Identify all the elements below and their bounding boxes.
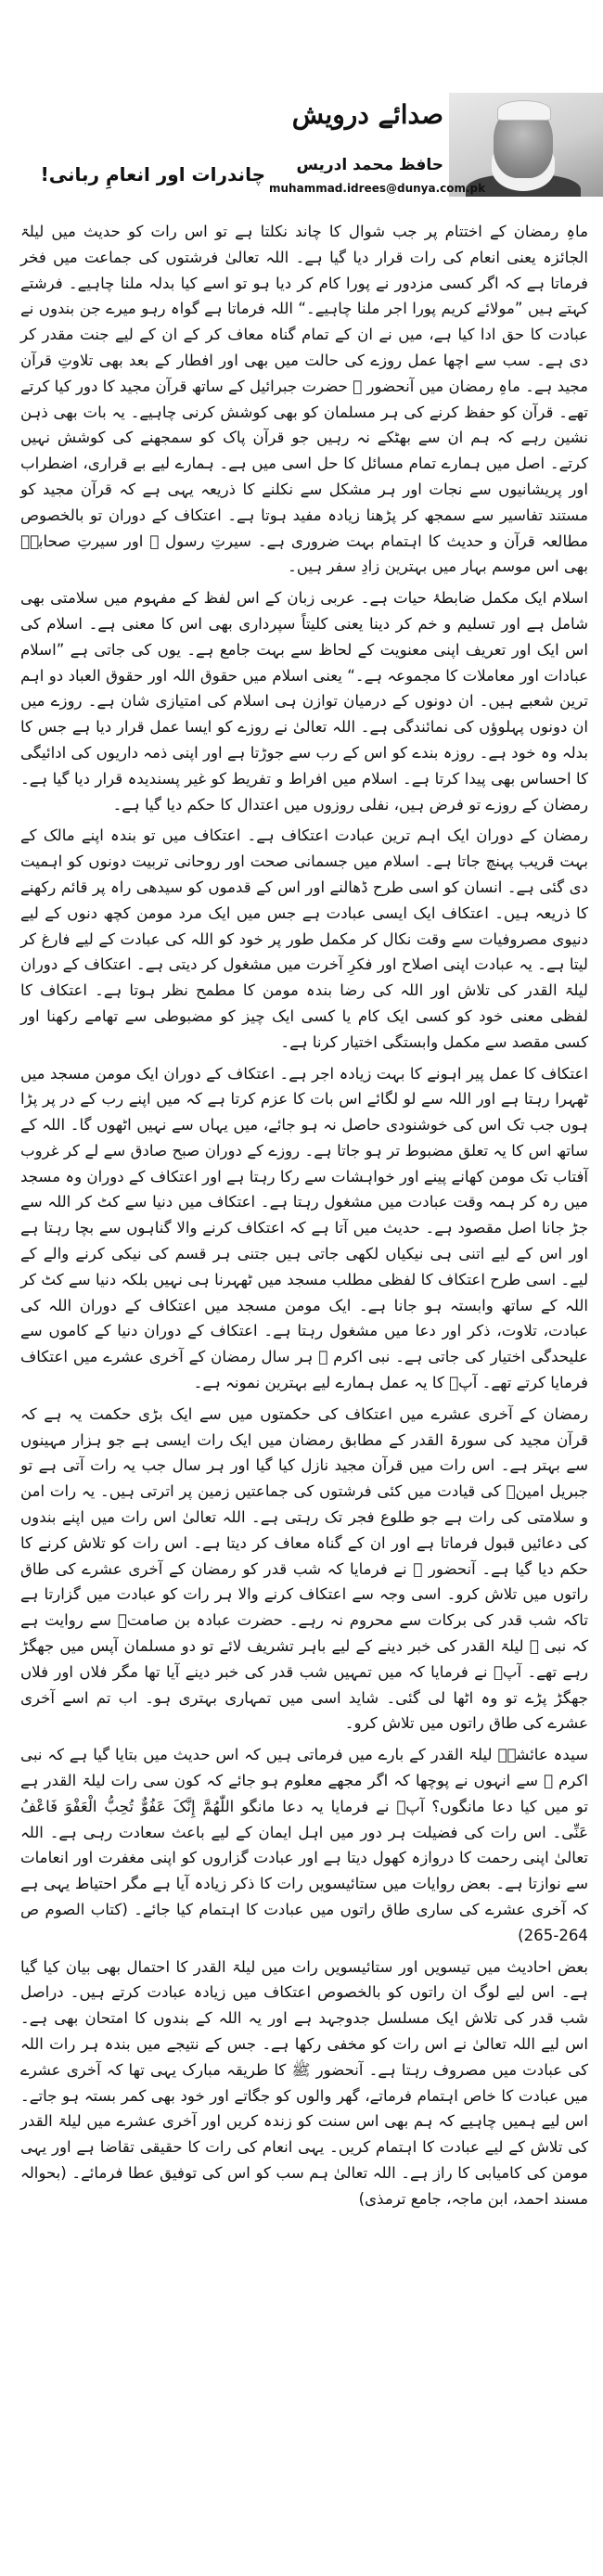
- article-paragraph: ماہِ رمضان کے اختتام پر جب شوال کا چاند نکلتا ہے تو اس رات کو حدیث میں لیلۃ الجائزہ یعنی انعام کی رات قرار دیا گیا ہے۔ اللہ تعالیٰ فرشتوں کی جماعت میں فخر فرماتا ہے کہ اگر کسی مزدور نے پورا کام کر دیا ہو تو اسے کیا بدلہ ملنا چاہیے۔ فرشتے کہتے ہیں ”مولائے کریم پورا اجر ملنا چاہیے۔“ اللہ فرماتا ہے گواہ رہو میرے جن بندوں نے عبادت کا حق ادا کیا ہے، میں نے ان کے تمام گناہ معاف کر کے ان کے لیے جنت مقدر کر دی ہے۔ سب سے اچھا عمل روزے کی حالت میں بھی اور افطار کے بعد بھی تلاوتِ قرآن مجید ہے۔ ماہِ رمضان میں آنحضور ﷺ حضرت جبرائیل کے ساتھ قرآن مجید کا دور کیا کرتے تھے۔ قرآن کو حفظ کرنے کی ہر مسلمان کو بھی کوشش کرنی چاہیے۔ یہ بات بھی ذہن نشین رہے کہ ہم ان سے بھٹکے نہ رہیں جو قرآن پاک کو سمجھنے کی کوشش نہیں کرتے۔ اصل میں ہمارے تمام مسائل کا حل اسی میں ہے۔ ہمارے لیے بے قراری، اضطراب اور پریشانیوں سے نجات اور ہر مشکل سے نکلنے کا ذریعہ یہی ہے کہ قرآن مجید کو مستند تفاسیر سے سمجھ کر پڑھنا زیادہ مفید ہوتا ہے۔ اعتکاف کے دوران تو بالخصوص مطالعہ قرآن و حدیث کا اہتمام بہت ضروری ہے۔ سیرتِ رسول ﷺ اور سیرتِ صحابہؓ بھی اس موسم بہار میں بہترین زادِ سفر ہیں۔: [20, 223, 588, 576]
- article-paragraph: اعتکاف کا عمل پیر اہونے کا بہت زیادہ اجر ہے۔ اعتکاف کے دوران ایک مومن مسجد میں ٹھہرا رہتا ہے اور اللہ سے لو لگائے اس بات کا عزم کرتا ہے کہ میں اپنے رب کے در پر پڑا ہوں جب تک اس کی خوشنودی حاصل نہ ہو جائے، میں یہاں سے نہیں اٹھوں گا۔ اللہ کے ساتھ اس کا یہ تعلق مضبوط تر ہو جاتا ہے۔ روزے کے دوران صبح صادق سے لے کر غروب آفتاب تک مومن کھانے پینے اور خواہشات سے رکا رہتا ہے اور اعتکاف کے دوران وہ مسجد میں رہ کر ہمہ وقت عبادت میں مشغول رہتا ہے۔ اعتکاف میں دنیا سے کٹ کر اللہ سے جڑ جانا اصل مقصود ہے۔ حدیث میں آتا ہے کہ اعتکاف کرنے والا گناہوں سے بچا رہتا ہے اور اس کے لیے اتنی ہی نیکیاں لکھی جاتی ہیں جتنی ہر قسم کی نیکی کرنے والے کے لیے۔ اسی طرح اعتکاف کا لفظی مطلب مسجد میں ٹھہرنا ہی نہیں بلکہ دنیا سے کٹ کر اللہ کے ساتھ وابستہ ہو جانا ہے۔ ایک مومن مسجد میں اعتکاف کے دوران اللہ کی عبادت، تلاوت، ذکر اور دعا میں مشغول رہتا ہے۔ اعتکاف کے دوران دنیا کے کاموں سے علیحدگی اختیار کی جاتی ہے۔ نبی اکرم ﷺ ہر سال رمضان کے آخری عشرے میں اعتکاف فرمایا کرتے تھے۔ آپؐ کا یہ عمل ہمارے لیے بہترین نمونہ ہے۔: [20, 1064, 588, 1392]
- author-portrait-cap: [497, 100, 551, 121]
- article-headline: چاندرات اور انعامِ ربانی!: [40, 163, 265, 186]
- article-paragraph: سیدہ عائشہؓ لیلۃ القدر کے بارے میں فرماتی ہیں کہ اس حدیث میں بتایا گیا ہے کہ نبی اکرم ﷺ سے انہوں نے پوچھا کہ اگر مجھے معلوم ہو جائے کہ کون سی رات لیلۃ القدر ہے تو میں کیا دعا مانگوں؟ آپؐ نے فرمایا یہ دعا مانگو اللّٰھُمَّ إِنَّکَ عَفُوٌّ تُحِبُّ الْعَفْوَ فَاعْفُ عَنِّی۔ اس رات کی فضیلت ہر دور میں اہل ایمان کے لیے باعث سعادت رہی ہے۔ اللہ تعالیٰ اپنی رحمت کا دروازہ کھول دیتا ہے اور عبادت گزاروں کو اپنی مغفرت اور انعامات سے نوازتا ہے۔ بعض روایات میں ستائیسویں رات کا ذکر زیادہ آیا ہے مگر احتیاط یہی ہے کہ آخری عشرے کی ساری طاق راتوں میں عبادت کا اہتمام کیا جائے۔ (کتاب الصوم ص 264-265): [20, 1746, 588, 1944]
- article-paragraph: اسلام ایک مکمل ضابطۂ حیات ہے۔ عربی زبان کے اس لفظ کے مفہوم میں سلامتی بھی شامل ہے اور تسلیم و خم کر دینا یعنی کلیتاً سپرداری بھی اس کا معنی ہے۔ اسلام کی اس ایک اور تعریف اپنی معنویت کے لحاظ سے بہت جامع ہے۔ یوں کی جاتی ہے ”اسلام عبادات اور معاملات کا مجموعہ ہے۔“ یعنی اسلام میں حقوق اللہ اور حقوق العباد دو اہم ترین شعبے ہیں۔ ان دونوں کے درمیان توازن ہی اسلام کی امتیازی شان ہے۔ روزے میں ان دونوں پہلوؤں کی نمائندگی ہے۔ اللہ تعالیٰ نے روزے کو ایسا عمل قرار دیا ہے جس کا بدلہ وہ خود ہے۔ روزہ بندے کو اس کے رب سے جوڑتا ہے اور اپنی ذمہ داریوں کی ادائیگی کا احساس بھی پیدا کرتا ہے۔ اسلام میں افراط و تفریط کو غیر پسندیدہ قرار دیا گیا ہے۔ رمضان کے روزے تو فرض ہیں، نفلی روزوں میں اعتدال کا حکم دیا گیا ہے۔: [20, 589, 588, 814]
- column-header: [269, 67, 603, 206]
- article-paragraph: رمضان کے آخری عشرے میں اعتکاف کی حکمتوں میں سے ایک بڑی حکمت یہ ہے کہ قرآن مجید کی سورۃ القدر کے مطابق رمضان میں ایک رات ایسی ہے جو ہزار مہینوں سے بہتر ہے۔ اس رات میں قرآن مجید نازل کیا گیا اور ہر سال جب یہ رات آتی ہے تو جبریل امینؑ کی قیادت میں کئی فرشتوں کی جماعتیں زمین پر اترتی ہیں۔ یہ رات امن و سلامتی کی رات ہے جو طلوع فجر تک رہتی ہے۔ اللہ تعالیٰ اس رات میں اپنے بندوں کی دعائیں قبول فرماتا ہے اور ان کے گناہ معاف کر دیتا ہے۔ اس رات کو تلاش کرنے کا حکم دیا گیا ہے۔ آنحضور ﷺ نے فرمایا کہ شب قدر کو رمضان کے آخری عشرے کی طاق راتوں میں تلاش کرو۔ اسی وجہ سے اعتکاف کرنے والا ہر رات کو عبادت میں گزارتا ہے تاکہ شب قدر کی برکات سے محروم نہ رہے۔ حضرت عبادہ بن صامتؓ سے روایت ہے کہ نبی ﷺ لیلۃ القدر کی خبر دینے کے لیے باہر تشریف لائے تو دو مسلمان آپس میں جھگڑ رہے تھے۔ آپؐ نے فرمایا کہ میں تمہیں شب قدر کی خبر دینے آیا تھا مگر فلاں اور فلاں جھگڑ پڑے تو وہ اٹھا لی گئی۔ شاید اسی میں تمہاری بہتری ہو۔ اب تم اسے آخری عشرے کی طاق راتوں میں تلاش کرو۔: [20, 1404, 588, 1733]
- article-body: [20, 219, 588, 2218]
- author-name: حافظ محمد ادریس: [296, 156, 443, 174]
- article-paragraph: بعض احادیث میں تیسویں اور ستائیسویں رات میں لیلۃ القدر کا احتمال بھی بیان کیا گیا ہے۔ اس لیے لوگ ان راتوں کو بالخصوص اعتکاف میں زیادہ عبادت کرتے ہیں۔ دراصل شب قدر کی تلاش ایک مسلسل جدوجہد ہے اور یہ اللہ کے بندوں کا امتحان بھی ہے۔ اس لیے اللہ تعالیٰ نے اس رات کو مخفی رکھا ہے۔ جس کے نتیجے میں بندہ ہر رات اللہ کی عبادت میں مصروف رہتا ہے۔ آنحضور ﷺ کا طریقہ مبارک یہی تھا کہ آخری عشرے میں عبادت کا خاص اہتمام فرماتے، گھر والوں کو جگاتے اور خود بھی کمر بستہ ہو جاتے۔ اس لیے ہمیں چاہیے کہ ہم بھی اس سنت کو زندہ کریں اور آخری عشرے میں لیلۃ القدر کی تلاش کے لیے عبادت کا اہتمام کریں۔ یہی انعام کی رات کا حقیقی تقاضا ہے اور یہی مومن کی کامیابی کا راز ہے۔ اللہ تعالیٰ ہم سب کو اس کی توفیق عطا فرمائے۔ (بحوالہ مسند احمد، ابن ماجہ، جامع ترمذی): [20, 1957, 588, 2208]
- author-email[interactable]: muhammad.idrees@dunya.com.pk: [269, 182, 486, 195]
- article-paragraph: رمضان کے دوران ایک اہم ترین عبادت اعتکاف ہے۔ اعتکاف میں تو بندہ اپنے مالک کے بہت قریب پہنچ جاتا ہے۔ اسلام میں جسمانی صحت اور روحانی تربیت دونوں کو اہمیت دی گئی ہے۔ انسان کو اسی طرح ڈھالنے اور اس کے قدموں کو سیدھی راہ پر قائم رکھنے کا ذریعہ ہیں۔ اعتکاف ایک ایسی عبادت ہے جس میں ایک مرد مومن کچھ دنوں کے لیے دنیوی مصروفیات سے وقت نکال کر مکمل طور پر خود کو اللہ کی عبادت کے لیے فارغ کر لیتا ہے۔ یہ عبادت اپنی اصلاح اور فکرِ آخرت میں مشغول کر دیتی ہے۔ اعتکاف کے دوران لیلۃ القدر کی تلاش اور اللہ کی رضا بندہ مومن کا مطمح نظر ہوتا ہے۔ اعتکاف کا لفظی معنی خود کو کسی ایک کام یا کسی ایک چیز کو مضبوطی سے تھامے رکھنا اور کسی مقصد سے مکمل وابستگی اختیار کرنا ہے۔: [20, 827, 588, 1051]
- column-title: صدائے درویش: [291, 99, 443, 130]
